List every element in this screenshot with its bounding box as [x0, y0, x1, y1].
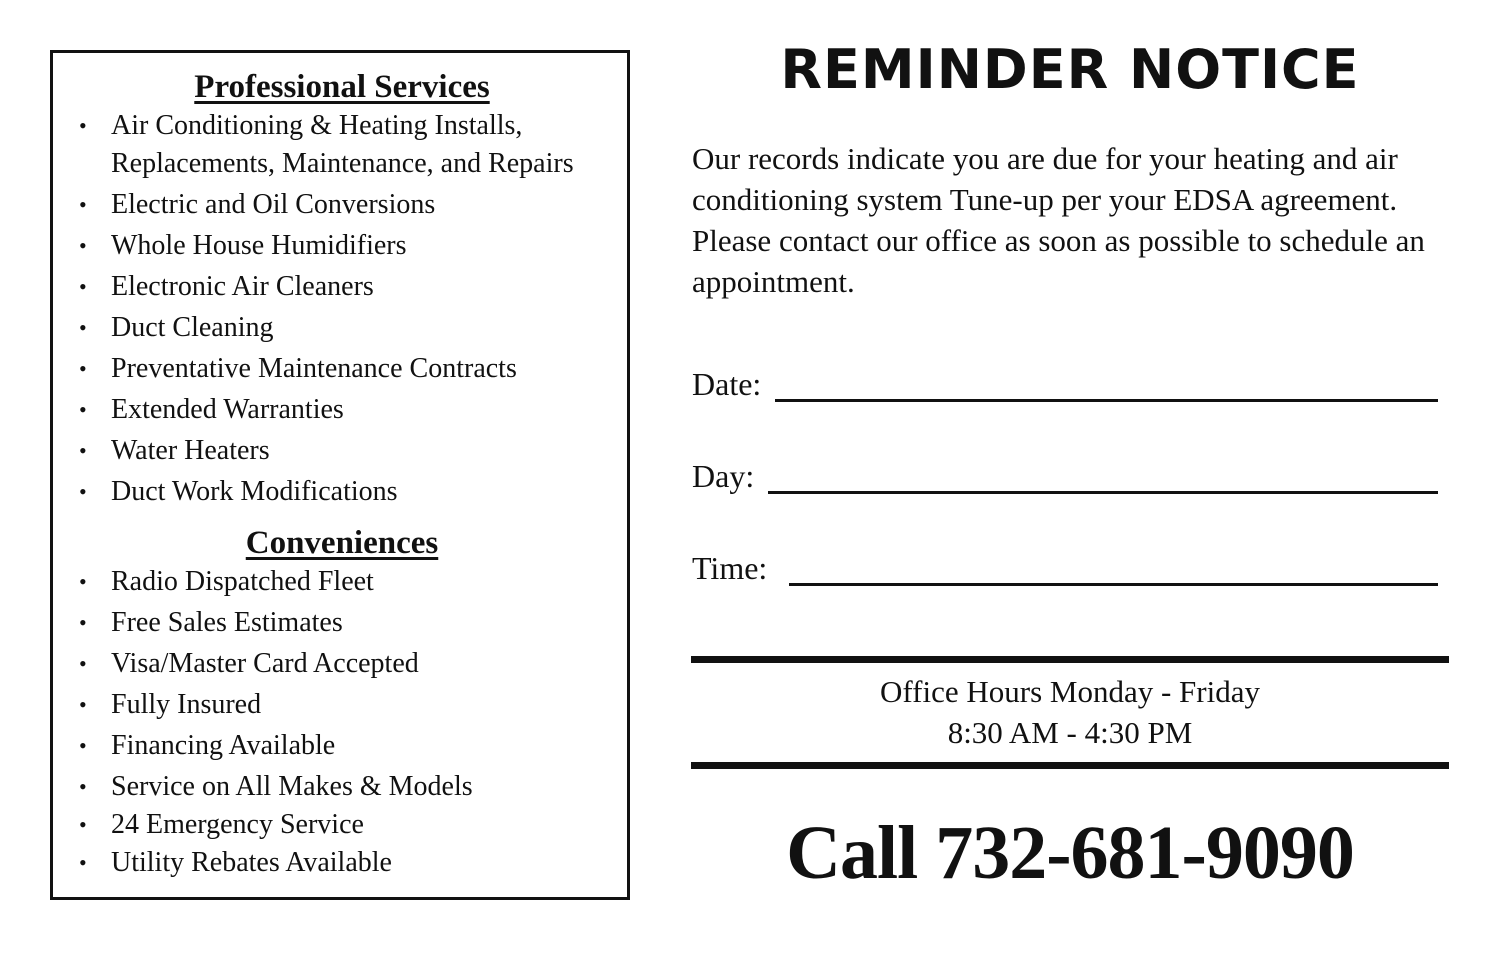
list-item: [75, 350, 609, 388]
list-item-label: Financing Available: [111, 730, 336, 761]
bullet-icon: •: [79, 850, 87, 875]
list-item: [75, 686, 609, 724]
list-item-label: Replacements, Maintenance, and Repairs: [111, 148, 574, 179]
list-item: [75, 186, 609, 224]
call-phone-number: Call 732-681-9090: [786, 811, 1354, 895]
day-field: [692, 450, 1438, 494]
office-hours: [691, 671, 1449, 753]
time-field: [692, 542, 1438, 586]
bullet-icon: •: [79, 733, 87, 758]
bullet-icon: •: [79, 274, 87, 299]
conveniences-heading: Conveniences: [245, 525, 439, 561]
list-item: [75, 309, 609, 347]
bullet-icon: •: [79, 397, 87, 422]
office-hours-days: Office Hours Monday - Friday: [880, 674, 1260, 709]
list-item: [75, 227, 609, 265]
bullet-icon: •: [79, 610, 87, 635]
professional-services-list: [75, 107, 609, 511]
day-label: Day:: [692, 458, 755, 494]
bullet-icon: •: [79, 569, 87, 594]
list-item-label: Duct Cleaning: [111, 312, 274, 343]
divider-bottom: [691, 762, 1449, 769]
services-panel: [50, 50, 630, 900]
list-item-label: Duct Work Modifications: [111, 476, 398, 507]
list-item: [75, 806, 609, 844]
list-item-label: Fully Insured: [111, 689, 262, 720]
day-blank-line: [768, 469, 1438, 494]
bullet-icon: •: [79, 651, 87, 676]
list-item-label: Radio Dispatched Fleet: [111, 566, 374, 597]
list-item-continuation: [75, 145, 609, 183]
bullet-icon: •: [79, 438, 87, 463]
bullet-icon: •: [79, 356, 87, 381]
bullet-icon: •: [79, 233, 87, 258]
list-item: [75, 432, 609, 470]
bullet-icon: •: [79, 812, 87, 837]
list-item-label: Electronic Air Cleaners: [111, 271, 374, 302]
time-blank-line: [789, 561, 1438, 586]
professional-services-heading: Professional Services: [194, 69, 490, 105]
list-item: [75, 727, 609, 765]
reminder-message: Our records indicate you are due for your heating and air conditioning system Tune-up per your EDSA agreement. Please contact our office as soon as possible to schedule an appointment.: [692, 141, 1425, 299]
divider-top: [691, 656, 1449, 663]
bullet-icon: •: [79, 692, 87, 717]
list-item-label: Preventative Maintenance Contracts: [111, 353, 517, 384]
conveniences-list: [75, 563, 609, 882]
list-item-label: Utility Rebates Available: [111, 847, 392, 878]
list-item-label: Electric and Oil Conversions: [111, 189, 436, 220]
list-item-label: Whole House Humidifiers: [111, 230, 407, 261]
list-item-label: Visa/Master Card Accepted: [111, 648, 419, 679]
date-label: Date:: [692, 366, 762, 402]
date-field: [692, 358, 1438, 402]
bullet-icon: •: [79, 479, 87, 504]
list-item: [75, 563, 609, 601]
list-item: [75, 107, 609, 145]
date-blank-line: [775, 377, 1438, 402]
list-item-label: Air Conditioning & Heating Installs,: [111, 110, 523, 141]
bullet-icon: •: [79, 192, 87, 217]
bullet-icon: •: [79, 774, 87, 799]
list-item-label: Free Sales Estimates: [111, 607, 343, 638]
office-hours-times: 8:30 AM - 4:30 PM: [947, 715, 1193, 750]
time-label: Time:: [692, 550, 768, 586]
list-item-label: Water Heaters: [111, 435, 270, 466]
list-item: [75, 604, 609, 642]
list-item-label: 24 Emergency Service: [111, 809, 364, 840]
list-item: [75, 473, 609, 511]
bullet-icon: •: [79, 113, 87, 138]
bullet-icon: •: [79, 315, 87, 340]
list-item: [75, 844, 609, 882]
list-item-label: Service on All Makes & Models: [111, 771, 473, 802]
list-item: [75, 768, 609, 806]
reminder-notice-title: REMINDER NOTICE: [780, 38, 1360, 101]
list-item: [75, 391, 609, 429]
list-item-label: Extended Warranties: [111, 394, 344, 425]
list-item: [75, 645, 609, 683]
list-item: [75, 268, 609, 306]
